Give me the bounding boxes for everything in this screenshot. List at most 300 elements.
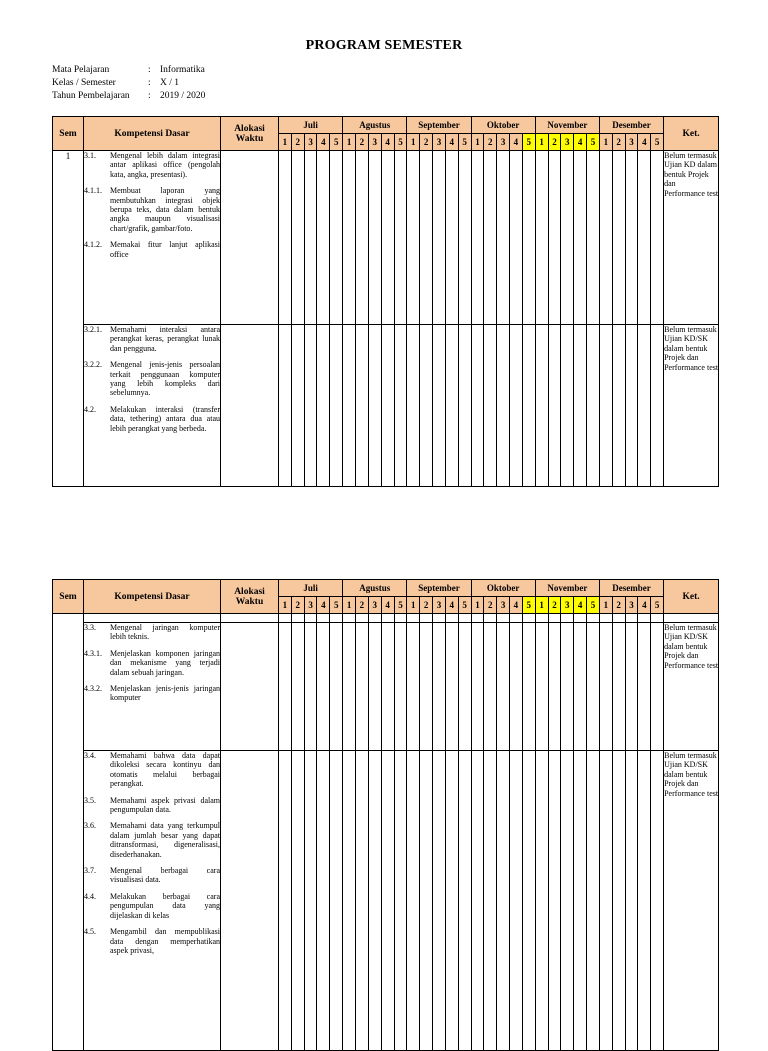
week-header: 5 (587, 597, 600, 614)
week-cell (445, 151, 458, 325)
week-header: 4 (317, 597, 330, 614)
week-header: 4 (445, 134, 458, 151)
week-header: 5 (330, 597, 343, 614)
week-cell (599, 325, 612, 487)
week-cell (484, 751, 497, 1051)
week-cell (368, 151, 381, 325)
week-cell (535, 614, 548, 623)
week-cell (484, 623, 497, 751)
kd-item (84, 151, 220, 179)
week-header: 5 (394, 134, 407, 151)
week-header: 2 (420, 134, 433, 151)
week-header: 4 (510, 134, 523, 151)
kd-item (84, 240, 220, 259)
week-cell (510, 614, 523, 623)
kompetensi-dasar-cell (84, 623, 221, 751)
kd-number: 4.4. (84, 891, 96, 901)
week-header: 5 (394, 597, 407, 614)
week-cell (548, 151, 561, 325)
week-cell (651, 325, 664, 487)
year-value: 2019 / 2020 (160, 91, 206, 101)
week-header: 3 (433, 597, 446, 614)
semester-table-2 (52, 579, 719, 1051)
keterangan-cell: Belum termasuk Ujian KD/SK dalam bentuk Projek dan Performance test (664, 325, 719, 487)
week-header: 4 (574, 134, 587, 151)
month-header: Juli (279, 117, 343, 134)
week-cell (612, 614, 625, 623)
week-cell (356, 325, 369, 487)
week-cell (522, 623, 535, 751)
week-header: 1 (535, 134, 548, 151)
week-cell (433, 151, 446, 325)
colon: : (148, 65, 151, 75)
week-header: 4 (317, 134, 330, 151)
col-header-sem: Sem (53, 117, 84, 151)
week-header: 3 (497, 134, 510, 151)
month-header: Juli (279, 580, 343, 597)
year-label: Tahun Pembelajaran (52, 91, 130, 101)
week-cell (599, 614, 612, 623)
week-cell (330, 751, 343, 1051)
week-cell (381, 325, 394, 487)
week-cell (535, 623, 548, 751)
kd-text: Menjelaskan jenis-jenis jaringan komputer (110, 684, 220, 703)
week-cell (330, 325, 343, 487)
month-header: Agustus (343, 117, 407, 134)
kd-item (84, 796, 220, 815)
week-cell (407, 325, 420, 487)
week-cell (394, 151, 407, 325)
week-header: 1 (599, 134, 612, 151)
kd-item (84, 360, 220, 398)
week-cell (561, 151, 574, 325)
alokasi-cell (221, 623, 279, 751)
week-header: 4 (574, 597, 587, 614)
week-cell (407, 623, 420, 751)
kd-text: Memahami aspek privasi dalam pengumpulan data. (110, 795, 220, 815)
kd-item (84, 405, 220, 433)
week-header: 5 (522, 597, 535, 614)
keterangan-cell: Belum termasuk Ujian KD/SK dalam bentuk Projek dan Performance test (664, 751, 719, 1051)
class-value: X / 1 (160, 78, 179, 88)
kd-number: 3.1. (84, 151, 96, 160)
week-cell (587, 751, 600, 1051)
kd-number: 3.3. (84, 623, 96, 632)
week-cell (458, 614, 471, 623)
keterangan-cell: Belum termasuk Ujian KD dalam bentuk Projek dan Performance test (664, 151, 719, 325)
week-cell (574, 751, 587, 1051)
kd-number: 4.3.2. (84, 684, 102, 694)
month-header: Oktober (471, 117, 535, 134)
kd-number: 3.2.1. (84, 325, 102, 334)
kd-text: Mengenal lebih dalam integrasi antar aplikasi office (pengolah kata, angka, presentasi). (110, 151, 220, 179)
week-header: 5 (330, 134, 343, 151)
kd-text: Mengenal jaringan komputer lebih teknis. (110, 623, 220, 642)
week-cell (356, 623, 369, 751)
kd-text: Memahami data yang terkumpul dalam jumlah besar yang dapat ditransformasi, digeneralisasi, disederhanakan. (110, 821, 220, 859)
week-cell (599, 751, 612, 1051)
week-header: 5 (651, 597, 664, 614)
week-cell (574, 151, 587, 325)
week-cell (561, 623, 574, 751)
week-cell (548, 325, 561, 487)
week-header: 3 (625, 597, 638, 614)
month-header: September (407, 580, 471, 597)
week-cell (638, 151, 651, 325)
week-cell (497, 151, 510, 325)
kd-number: 4.5. (84, 927, 96, 937)
week-header: 3 (625, 134, 638, 151)
week-cell (587, 614, 600, 623)
week-cell (291, 623, 304, 751)
week-cell (458, 751, 471, 1051)
week-cell (433, 751, 446, 1051)
week-cell (458, 623, 471, 751)
col-header-alokasi: Alokasi Waktu (221, 580, 279, 614)
week-cell (368, 614, 381, 623)
week-cell (599, 151, 612, 325)
week-cell (407, 151, 420, 325)
week-cell (433, 623, 446, 751)
week-cell (407, 614, 420, 623)
month-header: November (535, 117, 599, 134)
kd-number: 3.7. (84, 866, 96, 876)
kd-number: 4.3.1. (84, 648, 102, 658)
kd-item (84, 186, 220, 233)
kd-item (84, 649, 220, 677)
week-cell (330, 623, 343, 751)
week-cell (612, 325, 625, 487)
week-cell (279, 623, 292, 751)
week-cell (343, 623, 356, 751)
kd-item (84, 325, 220, 353)
week-header: 5 (458, 597, 471, 614)
page-title: PROGRAM SEMESTER (305, 38, 463, 53)
kd-item (84, 684, 220, 703)
week-cell (368, 751, 381, 1051)
week-header: 1 (343, 597, 356, 614)
kd-number: 4.1.2. (84, 240, 102, 250)
week-header: 3 (433, 134, 446, 151)
semester-table-1 (52, 116, 719, 487)
week-cell (420, 151, 433, 325)
kd-text: Memakai fitur lanjut aplikasi office (110, 240, 220, 259)
week-header: 2 (612, 134, 625, 151)
week-cell (625, 614, 638, 623)
week-cell (368, 325, 381, 487)
kd-item (84, 751, 220, 789)
week-header: 1 (407, 134, 420, 151)
week-cell (471, 751, 484, 1051)
week-cell (522, 751, 535, 1051)
week-header: 3 (368, 597, 381, 614)
week-cell (381, 751, 394, 1051)
week-header: 3 (497, 597, 510, 614)
week-cell (317, 325, 330, 487)
week-cell (651, 623, 664, 751)
week-cell (638, 751, 651, 1051)
week-cell (291, 151, 304, 325)
week-cell (651, 151, 664, 325)
week-header: 4 (445, 597, 458, 614)
subject-value: Informatika (160, 65, 205, 75)
week-header: 3 (304, 597, 317, 614)
week-cell (317, 614, 330, 623)
month-header: Agustus (343, 580, 407, 597)
week-cell (343, 751, 356, 1051)
kd-number: 4.2. (84, 404, 96, 414)
week-cell (433, 614, 446, 623)
month-header: Desember (599, 117, 663, 134)
week-cell (445, 751, 458, 1051)
week-cell (394, 751, 407, 1051)
week-header: 4 (381, 134, 394, 151)
document-meta (52, 64, 205, 103)
week-header: 1 (535, 597, 548, 614)
week-cell (599, 623, 612, 751)
week-header: 1 (407, 597, 420, 614)
week-cell (356, 751, 369, 1051)
week-cell (356, 614, 369, 623)
week-cell (304, 751, 317, 1051)
week-cell (548, 614, 561, 623)
week-cell (510, 151, 523, 325)
week-header: 3 (561, 134, 574, 151)
week-cell (497, 623, 510, 751)
month-header: Desember (599, 580, 663, 597)
kd-text: Memahami interaksi antara perangkat keras, perangkat lunak dan pengguna. (110, 325, 220, 353)
kompetensi-dasar-cell (84, 325, 221, 487)
week-cell (458, 151, 471, 325)
kd-item (84, 821, 220, 859)
kd-item (84, 927, 220, 955)
kd-number: 3.4. (84, 751, 96, 760)
week-cell (497, 325, 510, 487)
week-header: 1 (471, 134, 484, 151)
col-header-ket: Ket. (664, 117, 719, 151)
week-header: 4 (510, 597, 523, 614)
colon: : (148, 78, 151, 88)
week-cell (638, 614, 651, 623)
week-cell (445, 325, 458, 487)
week-header: 5 (458, 134, 471, 151)
week-cell (356, 151, 369, 325)
kd-text: Mengenal berbagai cara visualisasi data. (110, 866, 220, 885)
colon: : (148, 91, 151, 101)
kd-text: Mengambil dan mempublikasi data dengan memperhatikan aspek privasi, (110, 927, 220, 955)
col-header-alokasi: Alokasi Waktu (221, 117, 279, 151)
week-cell (381, 614, 394, 623)
week-cell (420, 623, 433, 751)
week-cell (510, 751, 523, 1051)
month-header: November (535, 580, 599, 597)
kd-item (84, 892, 220, 920)
week-cell (445, 623, 458, 751)
week-cell (471, 623, 484, 751)
week-cell (522, 325, 535, 487)
week-cell (510, 623, 523, 751)
week-cell (574, 325, 587, 487)
week-header: 2 (484, 597, 497, 614)
week-cell (368, 623, 381, 751)
week-cell (304, 623, 317, 751)
week-cell (330, 614, 343, 623)
kd-number: 4.1.1. (84, 186, 102, 196)
class-label: Kelas / Semester (52, 78, 116, 88)
week-cell (291, 751, 304, 1051)
week-header: 3 (304, 134, 317, 151)
week-cell (612, 751, 625, 1051)
week-cell (458, 325, 471, 487)
week-cell (497, 751, 510, 1051)
week-header: 2 (484, 134, 497, 151)
week-header: 5 (651, 134, 664, 151)
week-cell (574, 614, 587, 623)
week-cell (279, 751, 292, 1051)
week-cell (638, 623, 651, 751)
kompetensi-dasar-cell (84, 751, 221, 1051)
week-cell (484, 151, 497, 325)
week-cell (561, 751, 574, 1051)
week-cell (484, 614, 497, 623)
week-cell (433, 325, 446, 487)
week-cell (420, 614, 433, 623)
week-header: 1 (343, 134, 356, 151)
month-header: September (407, 117, 471, 134)
week-cell (279, 325, 292, 487)
col-header-ket: Ket. (664, 580, 719, 614)
week-cell (612, 623, 625, 751)
week-cell (279, 614, 292, 623)
week-header: 2 (291, 134, 304, 151)
subject-label: Mata Pelajaran (52, 65, 110, 75)
col-header-kd: Kompetensi Dasar (84, 117, 221, 151)
week-header: 1 (471, 597, 484, 614)
week-cell (561, 614, 574, 623)
week-cell (407, 751, 420, 1051)
kd-text: Menjelaskan komponen jaringan dan mekanisme yang terjadi dalam sebuah jaringan. (110, 648, 220, 677)
week-cell (304, 325, 317, 487)
kd-text: Melakukan interaksi (transfer data, tethering) antara dua atau lebih perangkat yang berbeda. (110, 404, 220, 433)
alokasi-cell (221, 151, 279, 325)
week-header: 2 (356, 134, 369, 151)
week-header: 5 (587, 134, 600, 151)
week-cell (587, 325, 600, 487)
week-cell (304, 614, 317, 623)
week-cell (291, 614, 304, 623)
week-cell (574, 623, 587, 751)
week-header: 4 (381, 597, 394, 614)
week-cell (587, 151, 600, 325)
week-cell (497, 614, 510, 623)
week-cell (535, 151, 548, 325)
week-cell (484, 325, 497, 487)
week-cell (522, 151, 535, 325)
week-cell (317, 623, 330, 751)
col-header-sem: Sem (53, 580, 84, 614)
kd-item (84, 866, 220, 885)
week-cell (625, 325, 638, 487)
spacer-cell (221, 614, 279, 623)
spacer-cell (664, 614, 719, 623)
kd-number: 3.6. (84, 821, 96, 831)
spacer-cell (84, 614, 221, 623)
week-cell (522, 614, 535, 623)
week-cell (471, 151, 484, 325)
kd-text: Memahami bahwa data dapat dikoleksi secara kontinyu dan otomatis melalui berbagai perangkat. (110, 751, 220, 789)
week-cell (343, 325, 356, 487)
kd-number: 3.5. (84, 795, 96, 805)
week-cell (561, 325, 574, 487)
week-cell (535, 325, 548, 487)
week-cell (445, 614, 458, 623)
week-header: 5 (522, 134, 535, 151)
month-header: Oktober (471, 580, 535, 597)
week-cell (471, 325, 484, 487)
week-header: 3 (368, 134, 381, 151)
week-cell (625, 151, 638, 325)
week-header: 2 (548, 597, 561, 614)
week-cell (587, 623, 600, 751)
week-cell (291, 325, 304, 487)
week-cell (420, 325, 433, 487)
week-header: 4 (638, 597, 651, 614)
week-header: 2 (548, 134, 561, 151)
week-cell (548, 751, 561, 1051)
kd-item (84, 623, 220, 642)
kd-text: Melakukan berbagai cara pengumpulan data yang dijelaskan di kelas (110, 891, 220, 920)
week-cell (638, 325, 651, 487)
week-cell (651, 751, 664, 1051)
week-cell (548, 623, 561, 751)
week-header: 4 (638, 134, 651, 151)
week-header: 2 (291, 597, 304, 614)
alokasi-cell (221, 325, 279, 487)
week-cell (394, 325, 407, 487)
week-cell (510, 325, 523, 487)
week-cell (381, 623, 394, 751)
semester-cell (53, 614, 84, 1051)
week-cell (651, 614, 664, 623)
week-header: 2 (420, 597, 433, 614)
week-cell (471, 614, 484, 623)
alokasi-cell (221, 751, 279, 1051)
keterangan-cell: Belum termasuk Ujian KD/SK dalam bentuk Projek dan Performance test (664, 623, 719, 751)
week-cell (330, 151, 343, 325)
week-cell (612, 151, 625, 325)
week-header: 3 (561, 597, 574, 614)
kd-text: Mengenal jenis-jenis persoalan terkait penggunaan komputer yang lebih kompleks dari sebelumnya. (110, 360, 220, 398)
kompetensi-dasar-cell (84, 151, 221, 325)
semester-number: 1 (53, 151, 84, 487)
col-header-kd: Kompetensi Dasar (84, 580, 221, 614)
week-cell (279, 151, 292, 325)
week-cell (317, 751, 330, 1051)
week-header: 2 (612, 597, 625, 614)
week-header: 1 (279, 134, 292, 151)
week-header: 1 (279, 597, 292, 614)
week-cell (535, 751, 548, 1051)
week-cell (394, 614, 407, 623)
week-header: 2 (356, 597, 369, 614)
week-cell (343, 614, 356, 623)
week-cell (317, 151, 330, 325)
week-cell (304, 151, 317, 325)
week-cell (394, 623, 407, 751)
kd-text: Membuat laporan yang membutuhkan integrasi objek berupa teks, data dalam bentuk angka maupun visualisasi chart/grafik, gambar/foto. (110, 186, 220, 233)
week-cell (343, 151, 356, 325)
week-cell (381, 151, 394, 325)
